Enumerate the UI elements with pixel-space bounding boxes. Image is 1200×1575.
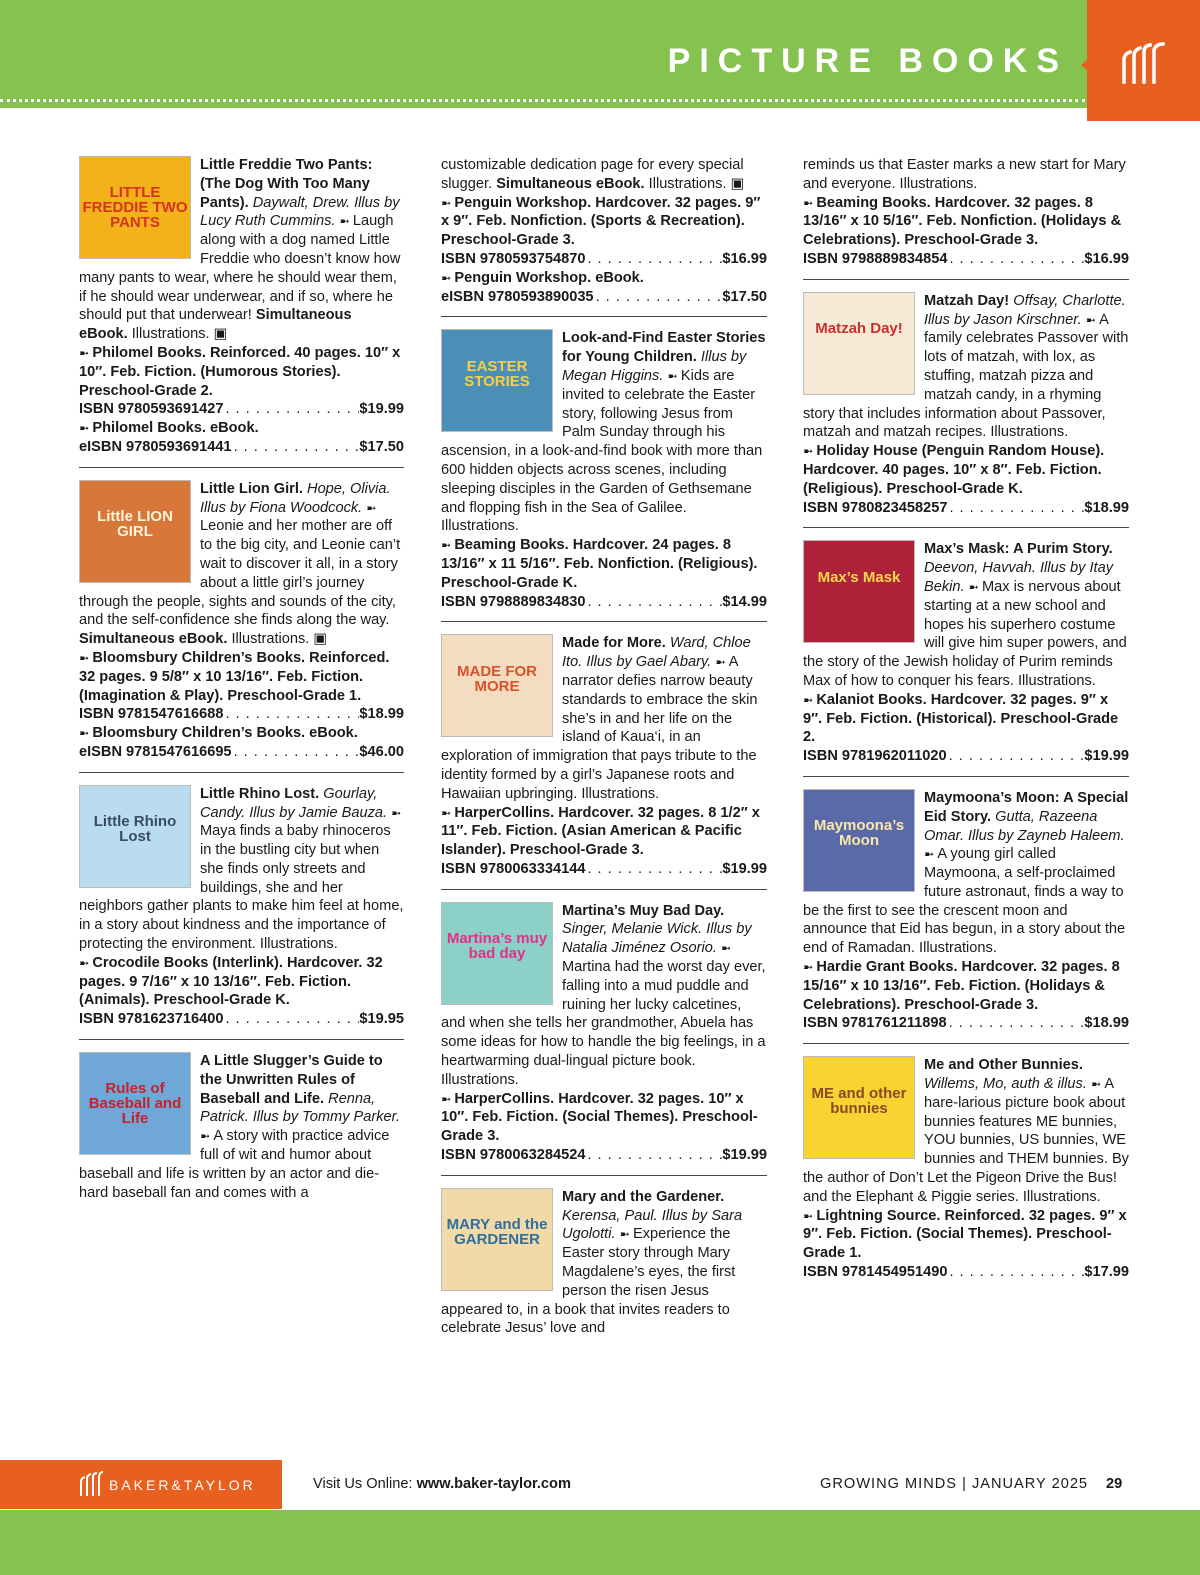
- ebook-price: $46.00: [359, 743, 404, 760]
- publisher-details: Lightning Source. Reinforced. 32 pages. 9″ x 9″. Feb. Fiction. (Social Themes). Preschool-Grade 1.: [803, 1207, 1127, 1262]
- book-cover-image: [441, 329, 553, 432]
- book-title: Look-and-Find Easter Stories for Young Children.: [562, 330, 766, 366]
- book-cover-image: [79, 1052, 191, 1155]
- leader-dots: [232, 438, 360, 457]
- price: $14.99: [722, 593, 767, 610]
- book-title: Maymoona’s Moon: A Special Eid Story.: [924, 789, 1129, 825]
- arrow-icon: ➼: [79, 726, 93, 741]
- book-title: Little Freddie Two Pants: (The Dog With Too Many Pants).: [200, 157, 373, 211]
- leader-dots: [232, 743, 360, 762]
- footer-visit-label: Visit Us Online:: [313, 1476, 413, 1492]
- footer-visit-link[interactable]: www.baker-taylor.com: [416, 1476, 571, 1492]
- book-description: Experience the Easter story through Mary Magdalene’s eyes, the first person the risen Jesus appeared to, in a book that invites readers to celebrate Jesus’ love and: [441, 1226, 736, 1337]
- isbn-number: ISBN 9798889834854: [803, 250, 948, 267]
- publisher-info: [441, 536, 767, 592]
- isbn-line: [803, 1263, 1129, 1282]
- arrow-icon: ➼: [366, 500, 377, 515]
- publisher-info: [803, 691, 1129, 747]
- arrow-icon: ➼: [667, 368, 681, 383]
- ebook-icon: ▣: [209, 326, 228, 343]
- book-cover-image: [803, 540, 915, 643]
- book-cover-image: [441, 634, 553, 737]
- page-header: [0, 0, 1200, 108]
- book-description: reminds us that Easter marks a new start for Mary and everyone. Illustrations.: [803, 157, 1126, 192]
- leader-dots: [947, 250, 1084, 269]
- publisher-info: [79, 344, 404, 400]
- arrow-icon: ➼: [391, 805, 402, 820]
- isbn-number: ISBN 9780593691427: [79, 401, 224, 418]
- footer-brand-name: BAKER&TAYLOR: [109, 1477, 256, 1493]
- publisher-details: Hardie Grant Books. Hardcover. 32 pages. 8 15/16″ x 10 13/16″. Feb. Fiction. (Holidays & Celebrations). Preschool-Grade 3.: [803, 959, 1120, 1013]
- book-entry: [79, 1039, 404, 1202]
- book-author: Gourlay, Candy. Illus by Jamie Bauza.: [200, 785, 388, 821]
- leader-dots: [585, 1146, 722, 1165]
- arrow-icon: ➼: [79, 650, 93, 665]
- isbn-number: ISBN 9798889834830: [441, 593, 586, 610]
- eisbn-line: [441, 288, 767, 307]
- book-title: Martina’s Muy Bad Day.: [562, 902, 725, 919]
- arrow-icon: ➼: [619, 1227, 633, 1242]
- book-author: Singer, Melanie Wick. Illus by Natalia Jiménez Osorio.: [562, 921, 752, 957]
- leader-dots: [594, 288, 723, 307]
- book-cover-image: [803, 789, 915, 892]
- publisher-details: Penguin Workshop. Hardcover. 32 pages. 9″ x 9″. Feb. Nonfiction. (Sports & Recreation). Preschool-Grade 3.: [441, 194, 761, 249]
- price: $18.99: [1084, 499, 1129, 516]
- arrow-icon: ➼: [924, 847, 938, 862]
- baker-taylor-logo-icon: [1120, 42, 1166, 86]
- book-description: A young girl called Maymoona, a self-proclaimed future astronaut, finds a way to be the first to see the crescent moon and announce that Eid has begun, in a story about the end of Ramadan. Illustrations.: [803, 846, 1126, 957]
- eisbn-number: eISBN 9781547616695: [79, 743, 232, 760]
- price: $17.99: [1084, 1264, 1129, 1281]
- publisher-details: Philomel Books. Reinforced. 40 pages. 10″ x 10″. Feb. Fiction. (Humorous Stories). Preschool-Grade 2.: [79, 344, 401, 399]
- book-cover-title: Rules of Baseball and Life: [88, 1080, 182, 1128]
- publisher-info: [79, 649, 404, 705]
- simultaneous-ebook-note: Simultaneous eBook.: [79, 307, 352, 343]
- price: $19.99: [359, 401, 404, 418]
- publisher-info: [441, 804, 767, 860]
- eisbn-number: eISBN 9780593691441: [79, 438, 232, 455]
- price: $19.95: [359, 1011, 404, 1028]
- book-title: Little Lion Girl.: [200, 480, 303, 497]
- arrow-icon: ➼: [441, 538, 455, 553]
- illustrations-note: Illustrations.: [231, 631, 310, 648]
- price: $18.99: [1084, 1015, 1129, 1032]
- publisher-details: Holiday House (Penguin Random House). Hardcover. 40 pages. 10″ x 8″. Feb. Fiction. (Religious). Preschool-Grade K.: [803, 443, 1105, 497]
- publisher-details: Beaming Books. Hardcover. 24 pages. 8 13/16″ x 11 5/16″. Feb. Nonfiction. (Religious). Preschool-Grade K.: [441, 537, 758, 591]
- book-cover-image: [79, 785, 191, 888]
- book-title: Mary and the Gardener.: [562, 1188, 725, 1205]
- book-cover-title: EASTER STORIES: [464, 357, 530, 390]
- book-cover-title: Matzah Day!: [815, 320, 903, 338]
- price: $19.99: [722, 860, 767, 877]
- arrow-icon: ➼: [441, 805, 455, 820]
- ebook-publisher-info: [79, 724, 404, 743]
- arrow-icon: ➼: [79, 955, 93, 970]
- isbn-line: [803, 499, 1129, 518]
- simultaneous-ebook-note: Simultaneous eBook.: [79, 631, 228, 648]
- section-title: PICTURE BOOKS: [667, 42, 1068, 80]
- arrow-icon: ➼: [441, 1091, 455, 1106]
- arrow-icon: ➼: [715, 655, 729, 670]
- book-cover-title: Martina’s muy bad day: [446, 929, 548, 962]
- book-cover-title: MARY and the GARDENER: [446, 1216, 548, 1249]
- book-author: Kerensa, Paul. Illus by Sara Ugolotti.: [562, 1207, 743, 1243]
- price: $19.99: [1084, 748, 1129, 765]
- simultaneous-ebook-note: Simultaneous eBook.: [496, 175, 645, 192]
- book-author: Hope, Olivia. Illus by Fiona Woodcock.: [200, 480, 391, 516]
- publisher-info: [803, 958, 1129, 1014]
- book-description: Laugh along with a dog named Little Freddie who doesn’t know how many pants to wear, where he should wear them, if he should wear underwear, and if so, where he should put that underwear!: [79, 213, 401, 324]
- book-title: Me and Other Bunnies.: [924, 1057, 1083, 1074]
- book-entry: [441, 1175, 767, 1338]
- isbn-number: ISBN 9780593754870: [441, 250, 586, 267]
- isbn-line: [79, 705, 404, 724]
- book-description: A family celebrates Passover with lots of matzah, with lox, as stuffing, matzah pizza and matzah candy, in a rhyming story that includes information about Passover, matzah and matzah recipes. Illustrations.: [803, 311, 1129, 441]
- arrow-icon: ➼: [803, 444, 817, 459]
- column-3: [803, 156, 1129, 1282]
- illustrations-note: Illustrations.: [131, 326, 210, 343]
- book-description: A hare-larious picture book about bunnies features ME bunnies, YOU bunnies, US bunnies, WE bunnies and THEM bunnies. By the author of Don’t Let the Pigeon Drive the Bus! and the Elephant & Piggie series. Illustrations.: [803, 1076, 1129, 1205]
- arrow-icon: ➼: [441, 195, 455, 210]
- arrow-icon: ➼: [803, 692, 817, 707]
- book-cover-title: Little Rhino Lost: [93, 812, 177, 845]
- book-author: Renna, Patrick. Illus by Tommy Parker.: [200, 1090, 401, 1126]
- book-description-block: [803, 156, 1129, 194]
- column-1: [79, 156, 404, 1202]
- publisher-info: [441, 194, 767, 250]
- book-entry: [803, 527, 1129, 766]
- book-description: Leonie and her mother are off to the big city, and Leonie can’t wait to discover it all, in a story about a little girl’s journey through the people, sights and sounds of the city, and the self-confidence she finds along the way.: [79, 518, 401, 629]
- book-entry: [441, 316, 767, 611]
- isbn-line: [441, 250, 767, 269]
- isbn-line: [79, 1010, 404, 1029]
- leader-dots: [223, 1010, 359, 1029]
- isbn-line: [441, 1146, 767, 1165]
- book-cover-image: [79, 156, 191, 259]
- ebook-publisher: Bloomsbury Children’s Books. eBook.: [92, 725, 358, 742]
- leader-dots: [947, 499, 1084, 518]
- publisher-details: Bloomsbury Children’s Books. Reinforced. 32 pages. 9 5/8″ x 10 13/16″. Feb. Fiction. (Imagination & Play). Preschool-Grade 1.: [79, 649, 390, 704]
- book-description-block: [441, 156, 767, 194]
- footer-bar: [0, 1510, 1200, 1575]
- book-cover-title: Little LION GIRL: [97, 508, 173, 541]
- book-author: Willems, Mo, auth & illus.: [924, 1076, 1087, 1093]
- book-cover-title: Max’s Mask: [817, 568, 901, 586]
- ebook-publisher: Philomel Books. eBook.: [92, 420, 259, 437]
- isbn-number: ISBN 9781962011020: [803, 748, 947, 765]
- isbn-line: [803, 747, 1129, 766]
- leader-dots: [223, 705, 359, 724]
- leader-dots: [585, 250, 722, 269]
- illustrations-note: Illustrations.: [648, 175, 727, 192]
- arrow-icon: ➼: [803, 960, 817, 975]
- publisher-details: Beaming Books. Hardcover. 32 pages. 8 13/16″ x 10 5/16″. Feb. Nonfiction. (Holidays & Celebrations). Preschool-Grade 3.: [803, 194, 1122, 249]
- publisher-details: Crocodile Books (Interlink). Hardcover. 32 pages. 9 7/16″ x 10 13/16″. Feb. Fiction. (Animals). Preschool-Grade K.: [79, 954, 383, 1009]
- book-description: A narrator defies narrow beauty standards to embrace the skin she’s in and her life on the island of Kaua‘i, in an exploration of immigration that pays tribute to the identity formed by a girl’s Japanese roots and Hawaiian upbringing. Illustrations.: [441, 654, 758, 802]
- book-cover-title: ME and other bunnies: [811, 1084, 907, 1117]
- book-cover-image: [79, 480, 191, 583]
- arrow-icon: ➼: [79, 345, 93, 360]
- isbn-number: ISBN 9780063284524: [441, 1147, 586, 1164]
- book-title: A Little Slugger’s Guide to the Unwritten Rules of Baseball and Life.: [200, 1053, 383, 1107]
- isbn-number: ISBN 9781454951490: [803, 1264, 948, 1281]
- book-title: Matzah Day!: [924, 292, 1010, 309]
- book-entry: [79, 772, 404, 1029]
- book-entry: [441, 889, 767, 1165]
- ebook-icon: ▣: [309, 631, 328, 648]
- book-cover-title: LITTLE FREDDIE TWO PANTS: [82, 184, 188, 232]
- book-entry: [441, 156, 767, 306]
- price: $16.99: [722, 250, 767, 267]
- ebook-price: $17.50: [722, 288, 767, 305]
- book-cover-title: MADE FOR MORE: [457, 662, 537, 695]
- book-description: Kids are invited to celebrate the Easter story, following Jesus from Palm Sunday through his ascension, in a look-and-find book with more than 600 hidden objects across scenes, including sleeping disciples in the Garden of Gethsemane and flopping fish in the Sea of Galilee. Illustrations.: [441, 367, 763, 535]
- publisher-info: [803, 1207, 1129, 1263]
- arrow-icon: ➼: [79, 421, 93, 436]
- price: $19.99: [722, 1147, 767, 1164]
- arrow-icon: ➼: [720, 941, 732, 956]
- book-cover-image: [441, 1188, 553, 1291]
- eisbn-line: [79, 743, 404, 762]
- publisher-info: [803, 194, 1129, 250]
- book-author: Illus by Megan Higgins.: [562, 349, 747, 384]
- book-entry: [803, 279, 1129, 518]
- book-description: A story with practice advice full of wit and humor about baseball and life is written by an actor and die-hard baseball fan and comes with a: [79, 1128, 390, 1201]
- isbn-number: ISBN 9781761211898: [803, 1015, 947, 1032]
- book-author: Gutta, Razeena Omar. Illus by Zayneb Haleem.: [924, 808, 1125, 844]
- book-author: Offsay, Charlotte. Illus by Jason Kirschner.: [924, 292, 1126, 328]
- book-entry: [803, 1043, 1129, 1282]
- arrow-icon: ➼: [803, 1208, 817, 1223]
- isbn-line: [441, 593, 767, 612]
- book-author: Deevon, Havvah. Illus by Itay Bekin.: [924, 560, 1113, 595]
- book-title: Little Rhino Lost.: [200, 785, 320, 802]
- publisher-info: [79, 954, 404, 1010]
- arrow-icon: ➼: [968, 579, 983, 594]
- book-cover-title: Maymoona’s Moon: [813, 817, 905, 850]
- arrow-icon: ➼: [441, 270, 455, 285]
- arrow-icon: ➼: [1090, 1077, 1105, 1092]
- eisbn-line: [79, 438, 404, 457]
- header-dotted-rule: [0, 99, 1085, 102]
- book-title: Made for More.: [562, 635, 666, 652]
- book-entry: [803, 156, 1129, 269]
- book-author: Daywalt, Drew. Illus by Lucy Ruth Cummins.: [200, 194, 400, 230]
- leader-dots: [947, 1263, 1084, 1282]
- book-description: Martina had the worst day ever, falling into a mud puddle and ruining her lucky calcetines, and when she tells her grandmother, Abuela has some ideas for how to handle the big feelings, in a heartwarming dual-lingual picture book. Illustrations.: [441, 959, 766, 1088]
- book-entry: [79, 467, 404, 762]
- footer-magazine: GROWING MINDS | JANUARY 2025: [820, 1476, 1089, 1492]
- book-description: customizable dedication page for every special slugger.: [441, 157, 744, 192]
- book-entry: [441, 621, 767, 878]
- isbn-line: [79, 400, 404, 419]
- baker-taylor-logo-icon: [79, 1471, 103, 1497]
- leader-dots: [585, 593, 722, 612]
- column-2: [441, 156, 767, 1338]
- leader-dots: [947, 747, 1085, 766]
- isbn-line: [803, 1014, 1129, 1033]
- isbn-line: [803, 250, 1129, 269]
- ebook-icon: ▣: [726, 175, 745, 192]
- book-author: Ward, Chloe Ito. Illus by Gael Abary.: [562, 635, 751, 671]
- arrow-icon: ➼: [1085, 312, 1100, 327]
- isbn-number: ISBN 9781547616688: [79, 706, 224, 723]
- publisher-info: [803, 442, 1129, 498]
- price: $18.99: [359, 706, 404, 723]
- isbn-line: [441, 860, 767, 879]
- publisher-details: HarperCollins. Hardcover. 32 pages. 10″ x 10″. Feb. Fiction. (Social Themes). Preschool-Grade 3.: [441, 1090, 758, 1145]
- publisher-details: Kalaniot Books. Hardcover. 32 pages. 9″ x 9″. Feb. Fiction. (Historical). Preschool-Grade 2.: [803, 691, 1119, 746]
- isbn-number: ISBN 9780063334144: [441, 860, 586, 877]
- footer-brand-block: [0, 1460, 282, 1509]
- isbn-number: ISBN 9780823458257: [803, 499, 948, 516]
- ebook-publisher-info: [441, 269, 767, 288]
- leader-dots: [947, 1014, 1085, 1033]
- ebook-publisher: Penguin Workshop. eBook.: [454, 269, 644, 286]
- page-number: 29: [1106, 1476, 1123, 1492]
- book-description: Max is nervous about starting at a new school and hopes his superhero costume will give him super powers, and the story of the Jewish holiday of Purim reminds Max of how to conquer his fears. Illustrations.: [803, 578, 1127, 689]
- book-entry: [803, 776, 1129, 1033]
- book-title: Max’s Mask: A Purim Story.: [924, 541, 1113, 558]
- book-description: Maya finds a baby rhinoceros in the bustling city but when she finds only streets and buildings, she and her neighbors gather plants to make him feel at home, in a story about kindness and the importance of protecting the environment. Illustrations.: [79, 823, 404, 953]
- arrow-icon: ➼: [803, 195, 817, 210]
- book-cover-image: [803, 1056, 915, 1159]
- footer-visit: [313, 1476, 571, 1492]
- publisher-info: [441, 1090, 767, 1146]
- arrow-icon: ➼: [339, 214, 353, 229]
- ebook-price: $17.50: [359, 438, 404, 455]
- arrow-icon: ➼: [200, 1129, 214, 1144]
- ebook-publisher-info: [79, 419, 404, 438]
- eisbn-number: eISBN 9780593890035: [441, 288, 594, 305]
- book-cover-image: [803, 292, 915, 395]
- price: $16.99: [1084, 250, 1129, 267]
- header-logo-block: [1087, 0, 1200, 121]
- leader-dots: [585, 860, 722, 879]
- isbn-number: ISBN 9781623716400: [79, 1011, 224, 1028]
- leader-dots: [223, 400, 359, 419]
- book-cover-image: [441, 902, 553, 1005]
- book-entry: [79, 156, 404, 457]
- publisher-details: HarperCollins. Hardcover. 32 pages. 8 1/2″ x 11″. Feb. Fiction. (Asian American & Pacific Islander). Preschool-Grade 3.: [441, 804, 760, 859]
